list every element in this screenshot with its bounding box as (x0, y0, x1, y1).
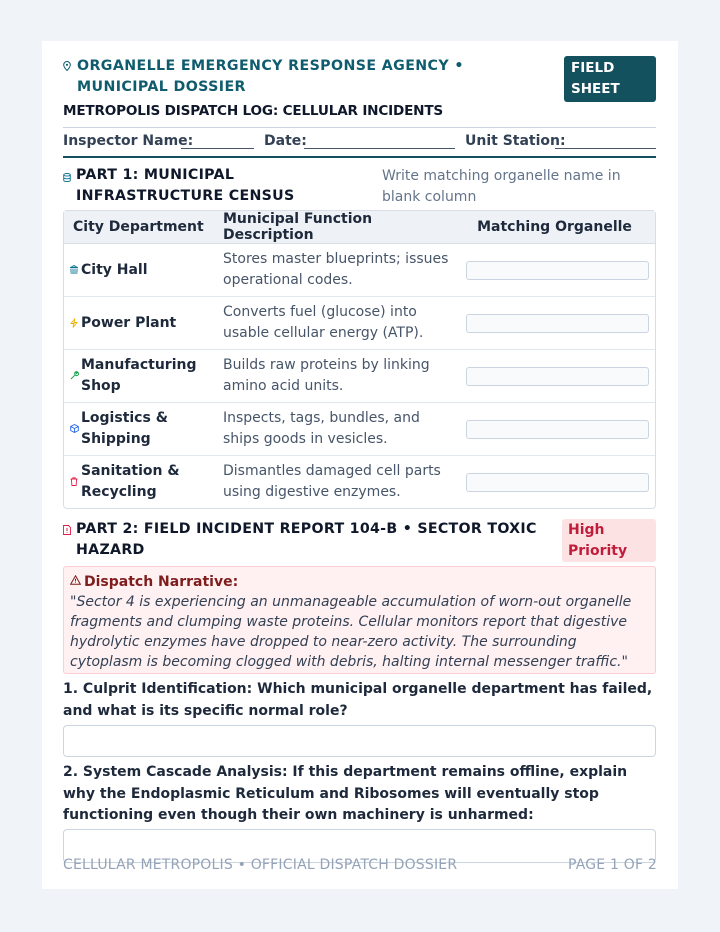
organelle-answer-field[interactable] (466, 314, 649, 333)
organelle-answer-field[interactable] (466, 367, 649, 386)
footer-left: CELLULAR METROPOLIS • OFFICIAL DISPATCH DOSSIER (63, 857, 458, 873)
city-hall-icon (70, 265, 78, 274)
question-1: 1. Culprit Identification: Which municipal organelle department has failed, and what is its specific normal role? (63, 681, 653, 719)
part2-header (63, 509, 656, 566)
question-2: 2. System Cascade Analysis: If this department remains offline, explain why the Endoplasmic Reticulum and Ribosomes will eventually stop functioning even though their own machinery is unharmed: (63, 764, 628, 823)
table-row (64, 403, 655, 456)
part2-heading: PART 2: FIELD INCIDENT REPORT 104-B • SECTOR TOXIC HAZARD (63, 519, 543, 561)
function-cell: Dismantles damaged cell parts using digestive enzymes. (223, 463, 441, 500)
answer-cell (454, 350, 655, 403)
department-cell: Power Plant (64, 297, 214, 350)
table-row (64, 244, 655, 297)
department-cell: City Hall (64, 244, 214, 297)
unit-station-label: Unit Station: (465, 133, 566, 149)
agency-name: ORGANELLE EMERGENCY RESPONSE AGENCY • MUNICIPAL DOSSIER (63, 56, 553, 98)
header (63, 56, 656, 102)
part1-heading: PART 1: MUNICIPAL INFRASTRUCTURE CENSUS (63, 165, 373, 207)
dispatch-narrative-box (63, 566, 656, 674)
column-header: Matching Organelle (454, 211, 655, 244)
organelle-answer-field[interactable] (466, 261, 649, 280)
function-cell: Builds raw proteins by linking amino acid units. (214, 350, 454, 403)
department-cell: Logistics & Shipping (64, 403, 214, 456)
function-cell: Converts fuel (glucose) into usable cellular energy (ATP). (214, 297, 454, 350)
page-number: PAGE 1 OF 2 (567, 857, 657, 873)
unit-station-field[interactable] (555, 148, 656, 149)
table-row (64, 456, 655, 508)
warning-icon (70, 575, 81, 585)
wrench-icon (70, 371, 79, 380)
table-header-row (64, 211, 655, 244)
department-cell: Manufacturing Shop (64, 350, 214, 403)
organelle-answer-field[interactable] (466, 420, 649, 439)
inspector-name-field[interactable] (181, 148, 254, 149)
priority-badge: High Priority (562, 519, 656, 562)
department-cell: Sanitation & Recycling (64, 456, 214, 508)
answer-cell (454, 297, 655, 350)
answer-cell (454, 244, 655, 297)
column-header: City Department (64, 211, 214, 244)
narrative-label: Dispatch Narrative: (70, 572, 649, 592)
document-alert-icon (63, 525, 71, 535)
lightning-icon (70, 318, 78, 328)
document-title: METROPOLIS DISPATCH LOG: CELLULAR INCIDENTS (63, 103, 444, 119)
question-1-answer-field[interactable] (63, 725, 656, 757)
package-icon (70, 424, 79, 433)
answer-cell (454, 456, 655, 508)
footer (63, 857, 657, 873)
column-header: Municipal Function Description (214, 211, 454, 244)
field-sheet-badge: FIELD SHEET (564, 56, 656, 102)
organelle-answer-field[interactable] (466, 473, 649, 492)
location-pin-icon (63, 61, 71, 71)
inspector-label: Inspector Name: (63, 133, 194, 149)
date-label: Date: (264, 133, 307, 149)
table-row (64, 350, 655, 403)
answer-cell (454, 403, 655, 456)
part1-instruction: Write matching organelle name in blank column (382, 168, 621, 205)
part1-header (63, 158, 656, 210)
date-field[interactable] (304, 148, 455, 149)
database-icon (63, 173, 71, 182)
function-cell: Inspects, tags, bundles, and ships goods in vesicles. (214, 403, 454, 456)
census-table (63, 210, 656, 509)
meta-fields (63, 128, 656, 156)
function-cell: Stores master blueprints; issues operational codes. (214, 244, 454, 297)
narrative-text: "Sector 4 is experiencing an unmanageable accumulation of worn-out organelle fragments and clumping waste proteins. Cellular monitors report that digestive hydrolytic enzymes have dropped to near-zero activity. The surrounding cytoplasm is becoming clogged with debris, halting internal messenger traffic." (70, 594, 632, 670)
trash-icon (70, 477, 78, 486)
table-row (64, 297, 655, 350)
worksheet-page (42, 41, 678, 889)
